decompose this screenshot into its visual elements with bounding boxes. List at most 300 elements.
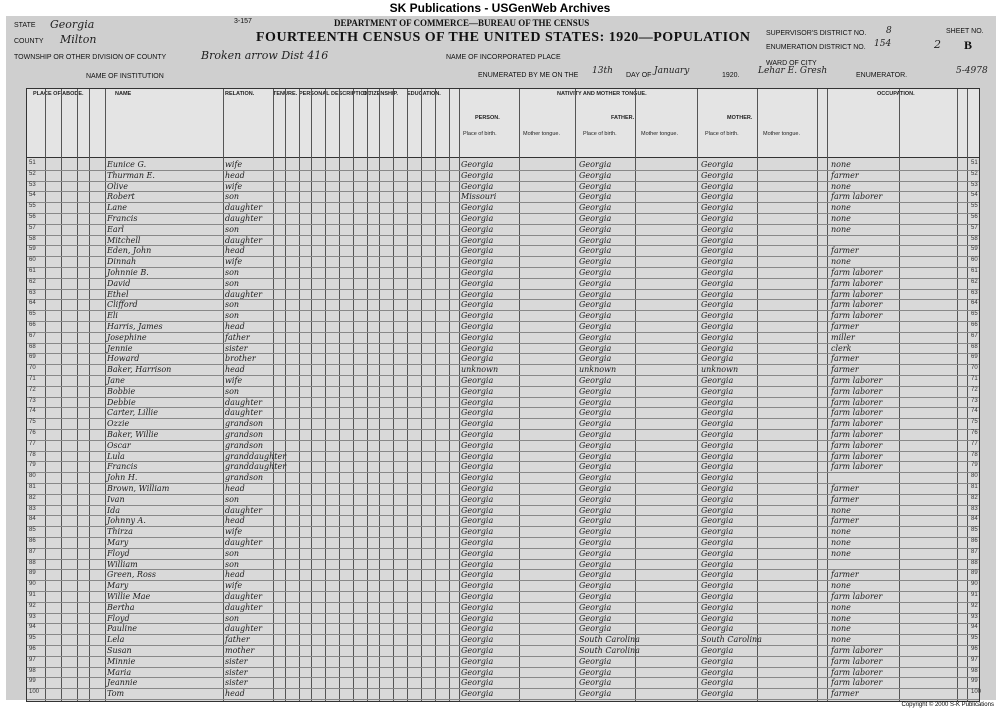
line-number-right: 56 xyxy=(971,214,978,220)
line-number: 93 xyxy=(29,613,36,620)
line-number: 81 xyxy=(29,484,36,490)
mother-birthplace-cell: Georgia xyxy=(701,473,734,483)
mother-birthplace-cell: Georgia xyxy=(701,656,734,666)
col-father-birth: Place of birth. xyxy=(583,131,617,137)
relation-cell: father xyxy=(225,332,250,342)
birthplace-cell: Georgia xyxy=(461,635,494,645)
line-number-right: 58 xyxy=(971,235,978,242)
father-birthplace-cell: South Carolina xyxy=(579,646,640,655)
relation-cell: head xyxy=(225,570,245,580)
mother-birthplace-cell: Georgia xyxy=(701,689,734,699)
person-name: Ozzie xyxy=(107,419,130,429)
occupation-cell: farm laborer xyxy=(831,311,883,321)
line-number-right: 92 xyxy=(971,602,978,609)
line-number-right: 54 xyxy=(971,192,978,199)
birthplace-cell: Georgia xyxy=(461,160,494,169)
person-name: Pauline xyxy=(107,624,137,634)
person-name: Robert xyxy=(107,192,135,202)
mother-birthplace-cell: Georgia xyxy=(701,667,734,677)
mother-birthplace-cell: Georgia xyxy=(701,462,734,472)
line-number: 94 xyxy=(29,624,36,631)
birthplace-cell: Georgia xyxy=(461,278,494,288)
occupation-cell: none xyxy=(831,624,851,634)
line-number: 87 xyxy=(29,548,36,555)
line-number: 59 xyxy=(29,246,36,253)
person-name: Dinnah xyxy=(107,257,137,267)
mother-birthplace-cell: Georgia xyxy=(701,613,734,623)
father-birthplace-cell: Georgia xyxy=(579,214,612,223)
relation-cell: sister xyxy=(225,678,248,688)
birthplace-cell: unknown xyxy=(461,365,499,375)
enumerated-day: 13th xyxy=(592,66,613,76)
line-number-right: 59 xyxy=(971,246,978,253)
relation-cell: wife xyxy=(225,160,243,169)
relation-cell: daughter xyxy=(225,203,263,213)
father-birthplace-cell: Georgia xyxy=(579,451,612,461)
mother-birthplace-cell: Georgia xyxy=(701,494,734,504)
line-number: 89 xyxy=(29,570,36,577)
birthplace-cell: Georgia xyxy=(461,246,494,256)
birthplace-cell: Georgia xyxy=(461,354,494,364)
relation-cell: head xyxy=(225,516,245,526)
line-number-right: 94 xyxy=(971,624,978,631)
line-number: 55 xyxy=(29,203,36,210)
person-name: Baker, Willie xyxy=(107,430,159,439)
father-birthplace-cell: Georgia xyxy=(579,667,612,677)
father-birthplace-cell: Georgia xyxy=(579,505,612,515)
birthplace-cell: Georgia xyxy=(461,430,494,439)
line-number: 58 xyxy=(29,235,36,242)
birthplace-cell: Georgia xyxy=(461,678,494,688)
relation-cell: head xyxy=(225,484,245,493)
line-number: 91 xyxy=(29,592,36,598)
father-birthplace-cell: Georgia xyxy=(579,289,612,299)
line-number: 60 xyxy=(29,257,36,264)
relation-cell: daughter xyxy=(225,408,263,418)
mother-birthplace-cell: Georgia xyxy=(701,354,734,364)
father-birthplace-cell: Georgia xyxy=(579,170,612,180)
person-name: Francis xyxy=(107,462,138,472)
father-birthplace-cell: Georgia xyxy=(579,332,612,342)
mother-birthplace-cell: Georgia xyxy=(701,203,734,213)
person-name: Minnie xyxy=(107,656,136,666)
mother-birthplace-cell: Georgia xyxy=(701,192,734,202)
line-number: 77 xyxy=(29,440,36,447)
line-number: 86 xyxy=(29,538,36,544)
table-header xyxy=(27,89,979,158)
birthplace-cell: Georgia xyxy=(461,440,494,450)
occupation-cell: none xyxy=(831,224,851,234)
subhead-mother: MOTHER. xyxy=(727,115,753,121)
line-number: 56 xyxy=(29,214,36,220)
subhead-father: FATHER. xyxy=(611,115,635,121)
group-education: EDUCATION. xyxy=(407,91,441,97)
relation-cell: grandson xyxy=(225,473,264,483)
line-number-right: 97 xyxy=(971,656,978,663)
person-name: Carter, Lillie xyxy=(107,408,158,418)
person-name: Bertha xyxy=(107,602,135,612)
line-number-right: 93 xyxy=(971,613,978,620)
person-name: Francis xyxy=(107,214,138,223)
archive-banner: SK Publications - USGenWeb Archives xyxy=(0,0,1000,16)
occupation-cell: farmer xyxy=(831,246,859,256)
sheet-label: SHEET NO. xyxy=(946,28,984,35)
occupation-cell: none xyxy=(831,602,851,612)
father-birthplace-cell: Georgia xyxy=(579,592,612,601)
mother-birthplace-cell: Georgia xyxy=(701,408,734,418)
birthplace-cell: Georgia xyxy=(461,419,494,429)
township-value: Broken arrow Dist 416 xyxy=(201,49,329,62)
father-birthplace-cell: Georgia xyxy=(579,516,612,526)
line-number-right: 88 xyxy=(971,559,978,566)
birthplace-cell: Georgia xyxy=(461,203,494,213)
corner-mark: 5-4978 xyxy=(956,66,988,76)
occupation-cell: farmer xyxy=(831,484,859,493)
year-value: 1920. xyxy=(722,72,740,79)
person-name: Tom xyxy=(107,689,125,699)
state-label: STATE xyxy=(14,22,36,29)
line-number: 96 xyxy=(29,646,36,652)
person-name: John H. xyxy=(107,473,138,483)
father-birthplace-cell: Georgia xyxy=(579,192,612,202)
mother-birthplace-cell: Georgia xyxy=(701,559,734,569)
incorporated-label: NAME OF INCORPORATED PLACE xyxy=(446,54,561,61)
relation-cell: son xyxy=(225,311,240,321)
birthplace-cell: Georgia xyxy=(461,570,494,580)
birthplace-cell: Georgia xyxy=(461,516,494,526)
father-birthplace-cell: Georgia xyxy=(579,322,612,331)
line-number: 97 xyxy=(29,656,36,663)
line-number: 68 xyxy=(29,343,36,350)
occupation-cell: farm laborer xyxy=(831,592,883,601)
birthplace-cell: Georgia xyxy=(461,332,494,342)
occupation-cell: farmer xyxy=(831,570,859,580)
day-of-label: DAY OF xyxy=(626,72,652,79)
line-number: 84 xyxy=(29,516,36,523)
line-number-right: 84 xyxy=(971,516,978,523)
person-name: Debbie xyxy=(107,397,136,407)
birthplace-cell: Georgia xyxy=(461,289,494,299)
line-number-right: 53 xyxy=(971,181,978,188)
occupation-cell: farm laborer xyxy=(831,419,883,429)
person-name: David xyxy=(107,278,131,288)
line-number-right: 69 xyxy=(971,354,978,361)
occupation-cell: none xyxy=(831,635,851,645)
birthplace-cell: Georgia xyxy=(461,376,494,385)
mother-birthplace-cell: unknown xyxy=(701,365,739,375)
line-number-right: 78 xyxy=(971,451,978,458)
line-number-right: 99 xyxy=(971,678,978,685)
institution-label: NAME OF INSTITUTION xyxy=(86,73,164,80)
birthplace-cell: Georgia xyxy=(461,484,494,493)
relation-cell: grandson xyxy=(225,419,264,429)
mother-birthplace-cell: South Carolina xyxy=(701,635,762,645)
line-number: 90 xyxy=(29,581,36,588)
occupation-cell: farm laborer xyxy=(831,646,883,655)
mother-birthplace-cell: Georgia xyxy=(701,440,734,450)
mother-birthplace-cell: Georgia xyxy=(701,419,734,429)
line-number: 62 xyxy=(29,278,36,285)
line-number: 99 xyxy=(29,678,36,685)
occupation-cell: farm laborer xyxy=(831,376,883,385)
occupation-cell: none xyxy=(831,160,851,169)
mother-birthplace-cell: Georgia xyxy=(701,246,734,256)
line-number: 53 xyxy=(29,181,36,188)
mother-birthplace-cell: Georgia xyxy=(701,570,734,580)
group-relation: RELATION. xyxy=(225,91,255,97)
mother-birthplace-cell: Georgia xyxy=(701,170,734,180)
line-number-right: 100 xyxy=(971,689,982,696)
line-number-right: 61 xyxy=(971,268,978,274)
person-name: Lela xyxy=(107,635,125,645)
occupation-cell: none xyxy=(831,203,851,213)
enumeration-label: ENUMERATION DISTRICT NO. xyxy=(766,44,866,51)
occupation-cell: farm laborer xyxy=(831,300,883,310)
person-name: Johnnie B. xyxy=(107,268,149,277)
birthplace-cell: Georgia xyxy=(461,343,494,353)
occupation-cell: none xyxy=(831,613,851,623)
line-number-right: 60 xyxy=(971,257,978,264)
mother-birthplace-cell: Georgia xyxy=(701,592,734,601)
sheet-letter: B xyxy=(964,38,973,52)
line-number-right: 80 xyxy=(971,473,978,480)
line-number-right: 76 xyxy=(971,430,978,436)
person-name: Thurman E. xyxy=(107,170,155,180)
relation-cell: daughter xyxy=(225,538,263,547)
person-name: Green, Ross xyxy=(107,570,156,580)
mother-birthplace-cell: Georgia xyxy=(701,516,734,526)
mother-birthplace-cell: Georgia xyxy=(701,181,734,191)
relation-cell: sister xyxy=(225,656,248,666)
person-name: Ida xyxy=(107,505,121,515)
occupation-cell: none xyxy=(831,527,851,537)
father-birthplace-cell: Georgia xyxy=(579,257,612,267)
line-number: 98 xyxy=(29,667,36,674)
birthplace-cell: Georgia xyxy=(461,494,494,504)
line-number-right: 51 xyxy=(971,160,978,166)
line-number: 71 xyxy=(29,376,36,382)
birthplace-cell: Georgia xyxy=(461,300,494,310)
line-number-right: 98 xyxy=(971,667,978,674)
occupation-cell: none xyxy=(831,538,851,547)
col-father-tongue: Mother tongue. xyxy=(641,131,678,137)
person-name: Eunice G. xyxy=(107,160,147,169)
birthplace-cell: Georgia xyxy=(461,462,494,472)
occupation-cell: farm laborer xyxy=(831,278,883,288)
father-birthplace-cell: Georgia xyxy=(579,462,612,472)
birthplace-cell: Georgia xyxy=(461,235,494,245)
col-person-birth: Place of birth. xyxy=(463,131,497,137)
mother-birthplace-cell: Georgia xyxy=(701,300,734,310)
birthplace-cell: Georgia xyxy=(461,656,494,666)
line-number-right: 81 xyxy=(971,484,978,490)
birthplace-cell: Georgia xyxy=(461,527,494,537)
enumerator-name: Lehar E. Gresh xyxy=(758,66,828,76)
occupation-cell: farm laborer xyxy=(831,462,883,472)
line-number-right: 65 xyxy=(971,311,978,318)
census-table xyxy=(26,88,980,702)
relation-cell: head xyxy=(225,246,245,256)
person-name: Thirza xyxy=(107,527,133,537)
person-name: Floyd xyxy=(107,548,130,558)
person-name: Mary xyxy=(107,581,129,591)
relation-cell: son xyxy=(225,559,240,569)
mother-birthplace-cell: Georgia xyxy=(701,289,734,299)
birthplace-cell: Missouri xyxy=(461,192,497,202)
line-number-right: 96 xyxy=(971,646,978,652)
copyright-footer: Copyright © 2000 S-K Publications xyxy=(901,702,994,708)
mother-birthplace-cell: Georgia xyxy=(701,527,734,537)
line-number-right: 79 xyxy=(971,462,978,469)
line-number-right: 71 xyxy=(971,376,978,382)
occupation-cell: farm laborer xyxy=(831,386,883,396)
line-number-right: 63 xyxy=(971,289,978,296)
mother-birthplace-cell: Georgia xyxy=(701,322,734,331)
father-birthplace-cell: Georgia xyxy=(579,548,612,558)
father-birthplace-cell: Georgia xyxy=(579,397,612,407)
occupation-cell: farmer xyxy=(831,322,859,331)
relation-cell: sister xyxy=(225,667,248,677)
department-heading: DEPARTMENT OF COMMERCE—BUREAU OF THE CENSUS xyxy=(334,18,590,28)
relation-cell: father xyxy=(225,635,250,645)
person-name: Baker, Harrison xyxy=(107,365,172,375)
row-rule xyxy=(27,699,979,700)
father-birthplace-cell: Georgia xyxy=(579,268,612,277)
relation-cell: head xyxy=(225,322,245,331)
mother-birthplace-cell: Georgia xyxy=(701,386,734,396)
occupation-cell: farm laborer xyxy=(831,192,883,202)
occupation-cell: none xyxy=(831,581,851,591)
col-mother-birth: Place of birth. xyxy=(705,131,739,137)
mother-birthplace-cell: Georgia xyxy=(701,624,734,634)
enumerated-label: ENUMERATED BY ME ON THE xyxy=(478,72,579,79)
father-birthplace-cell: Georgia xyxy=(579,678,612,688)
birthplace-cell: Georgia xyxy=(461,505,494,515)
relation-cell: wife xyxy=(225,581,243,591)
line-number-right: 86 xyxy=(971,538,978,544)
group-tenure: TENURE. xyxy=(273,91,298,97)
father-birthplace-cell: unknown xyxy=(579,365,617,375)
mother-birthplace-cell: Georgia xyxy=(701,214,734,223)
father-birthplace-cell: Georgia xyxy=(579,224,612,234)
person-name: Johnny A. xyxy=(107,516,146,526)
birthplace-cell: Georgia xyxy=(461,386,494,396)
occupation-cell: farmer xyxy=(831,516,859,526)
mother-birthplace-cell: Georgia xyxy=(701,581,734,591)
birthplace-cell: Georgia xyxy=(461,667,494,677)
birthplace-cell: Georgia xyxy=(461,473,494,483)
line-number: 64 xyxy=(29,300,36,307)
occupation-cell: clerk xyxy=(831,343,852,353)
mother-birthplace-cell: Georgia xyxy=(701,332,734,342)
father-birthplace-cell: Georgia xyxy=(579,624,612,634)
line-number-right: 52 xyxy=(971,170,978,177)
person-name: Brown, William xyxy=(107,484,170,493)
birthplace-cell: Georgia xyxy=(461,214,494,223)
line-number-right: 90 xyxy=(971,581,978,588)
person-name: Clifford xyxy=(107,300,138,310)
line-number-right: 62 xyxy=(971,278,978,285)
line-number-right: 91 xyxy=(971,592,978,598)
father-birthplace-cell: Georgia xyxy=(579,473,612,483)
relation-cell: grandson xyxy=(225,430,264,439)
person-name: Bobbie xyxy=(107,386,136,396)
father-birthplace-cell: Georgia xyxy=(579,527,612,537)
father-birthplace-cell: Georgia xyxy=(579,602,612,612)
birthplace-cell: Georgia xyxy=(461,592,494,601)
birthplace-cell: Georgia xyxy=(461,257,494,267)
relation-cell: daughter xyxy=(225,624,263,634)
line-number-right: 68 xyxy=(971,343,978,350)
ward-label: WARD OF CITY xyxy=(766,60,817,67)
relation-cell: wife xyxy=(225,376,243,385)
group-name: NAME xyxy=(115,91,132,97)
relation-cell: daughter xyxy=(225,505,263,515)
father-birthplace-cell: Georgia xyxy=(579,440,612,450)
relation-cell: granddaughter xyxy=(225,451,287,461)
father-birthplace-cell: Georgia xyxy=(579,613,612,623)
group-citizenship: CITIZENSHIP. xyxy=(363,91,399,97)
person-name: William xyxy=(107,559,138,569)
person-name: Ivan xyxy=(107,494,125,504)
line-number: 66 xyxy=(29,322,36,328)
township-label: TOWNSHIP OR OTHER DIVISION OF COUNTY xyxy=(14,54,167,61)
line-number: 73 xyxy=(29,397,36,404)
person-name: Susan xyxy=(107,646,132,655)
line-number: 70 xyxy=(29,365,36,372)
line-number-right: 70 xyxy=(971,365,978,372)
line-number: 69 xyxy=(29,354,36,361)
line-number-right: 95 xyxy=(971,635,978,642)
line-number: 92 xyxy=(29,602,36,609)
line-number: 51 xyxy=(29,160,36,166)
occupation-cell: farm laborer xyxy=(831,289,883,299)
birthplace-cell: Georgia xyxy=(461,646,494,655)
father-birthplace-cell: Georgia xyxy=(579,386,612,396)
person-name: Olive xyxy=(107,181,128,191)
mother-birthplace-cell: Georgia xyxy=(701,451,734,461)
birthplace-cell: Georgia xyxy=(461,548,494,558)
line-number: 74 xyxy=(29,408,36,415)
line-number-right: 87 xyxy=(971,548,978,555)
state-value: Georgia xyxy=(50,18,95,31)
father-birthplace-cell: Georgia xyxy=(579,203,612,213)
occupation-cell: farm laborer xyxy=(831,268,883,277)
mother-birthplace-cell: Georgia xyxy=(701,343,734,353)
line-number-right: 83 xyxy=(971,505,978,512)
occupation-cell: none xyxy=(831,505,851,515)
relation-cell: son xyxy=(225,613,240,623)
mother-birthplace-cell: Georgia xyxy=(701,397,734,407)
occupation-cell: farm laborer xyxy=(831,397,883,407)
mother-birthplace-cell: Georgia xyxy=(701,278,734,288)
person-name: Mitchell xyxy=(107,235,141,245)
supervisor-label: SUPERVISOR'S DISTRICT NO. xyxy=(766,30,867,37)
enumeration-value: 154 xyxy=(874,39,892,49)
occupation-cell: farm laborer xyxy=(831,667,883,677)
relation-cell: grandson xyxy=(225,440,264,450)
person-name: Mary xyxy=(107,538,129,547)
line-number: 100 xyxy=(29,689,40,696)
county-value: Milton xyxy=(60,33,97,46)
person-name: Lane xyxy=(107,203,127,213)
mother-birthplace-cell: Georgia xyxy=(701,311,734,321)
mother-birthplace-cell: Georgia xyxy=(701,376,734,385)
father-birthplace-cell: Georgia xyxy=(579,246,612,256)
person-name: Howard xyxy=(107,354,140,364)
father-birthplace-cell: Georgia xyxy=(579,419,612,429)
occupation-cell: farmer xyxy=(831,494,859,504)
